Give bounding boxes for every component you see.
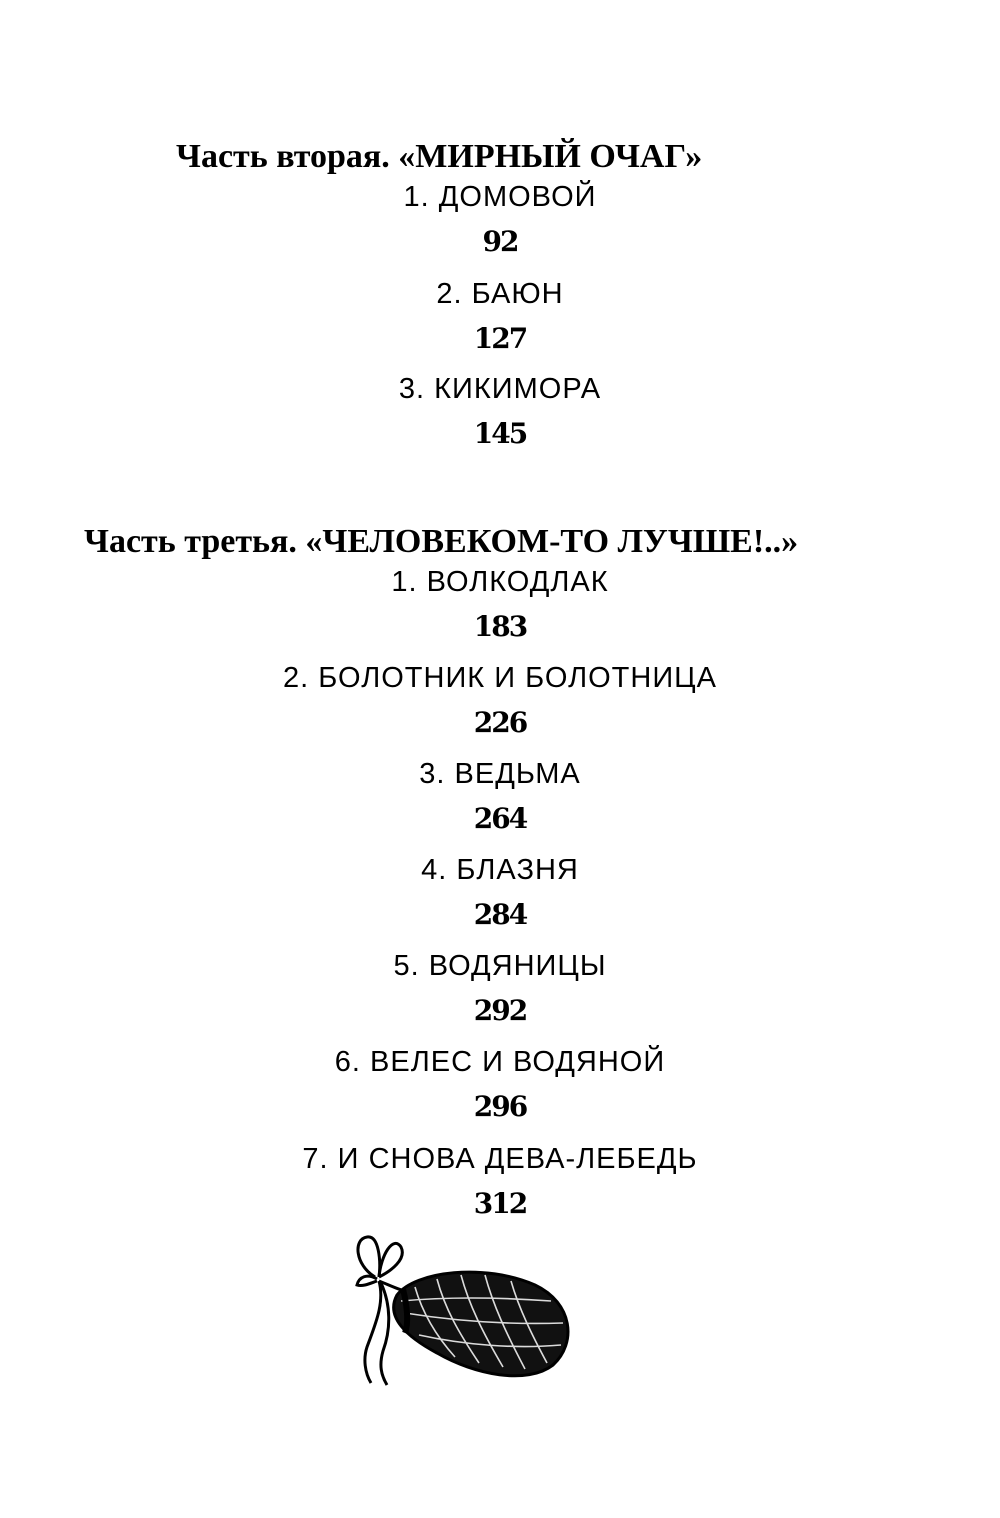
- toc-entry[interactable]: [0, 760, 1000, 833]
- toc-entry[interactable]: [0, 280, 1000, 353]
- chapter-title: 2. БАЮН: [436, 278, 564, 310]
- chapter-page-number: 292: [473, 994, 527, 1027]
- chapter-page-number: 284: [473, 898, 527, 931]
- chapter-title: 6. ВЕЛЕС И ВОДЯНОЙ: [334, 1046, 666, 1078]
- bundle-with-bow-icon: [345, 1225, 585, 1390]
- toc-entry[interactable]: [0, 1145, 1000, 1218]
- chapter-title: 3. КИКИМОРА: [398, 373, 602, 405]
- chapter-page-number: 264: [473, 802, 527, 835]
- toc-entry[interactable]: [0, 664, 1000, 737]
- chapter-page-number: 183: [473, 610, 527, 643]
- toc-entry[interactable]: [0, 952, 1000, 1025]
- chapter-title: 2. БОЛОТНИК И БОЛОТНИЦА: [283, 662, 717, 694]
- chapter-title: 3. ВЕДЬМА: [419, 758, 581, 790]
- part-three-title: Часть третья. «ЧЕЛОВЕКОМ-ТО ЛУЧШЕ!..»: [84, 523, 799, 560]
- toc-entry[interactable]: [0, 1048, 1000, 1121]
- toc-entry[interactable]: [0, 183, 1000, 256]
- chapter-page-number: 226: [473, 706, 527, 739]
- part-two-title: Часть вторая. «МИРНЫЙ ОЧАГ»: [176, 138, 703, 175]
- chapter-page-number: 296: [473, 1090, 527, 1123]
- chapter-title: 7. И СНОВА ДЕВА-ЛЕБЕДЬ: [302, 1143, 698, 1175]
- toc-entry[interactable]: [0, 856, 1000, 929]
- chapter-title: 1. ДОМОВОЙ: [403, 181, 597, 213]
- chapter-title: 4. БЛАЗНЯ: [421, 854, 579, 886]
- toc-entry[interactable]: [0, 568, 1000, 641]
- toc-entry[interactable]: [0, 375, 1000, 448]
- chapter-page-number: 145: [473, 417, 527, 450]
- chapter-page-number: 92: [482, 225, 518, 258]
- chapter-page-number: 127: [473, 322, 527, 355]
- chapter-page-number: 312: [473, 1187, 527, 1220]
- chapter-title: 5. ВОДЯНИЦЫ: [393, 950, 607, 982]
- chapter-title: 1. ВОЛКОДЛАК: [391, 566, 609, 598]
